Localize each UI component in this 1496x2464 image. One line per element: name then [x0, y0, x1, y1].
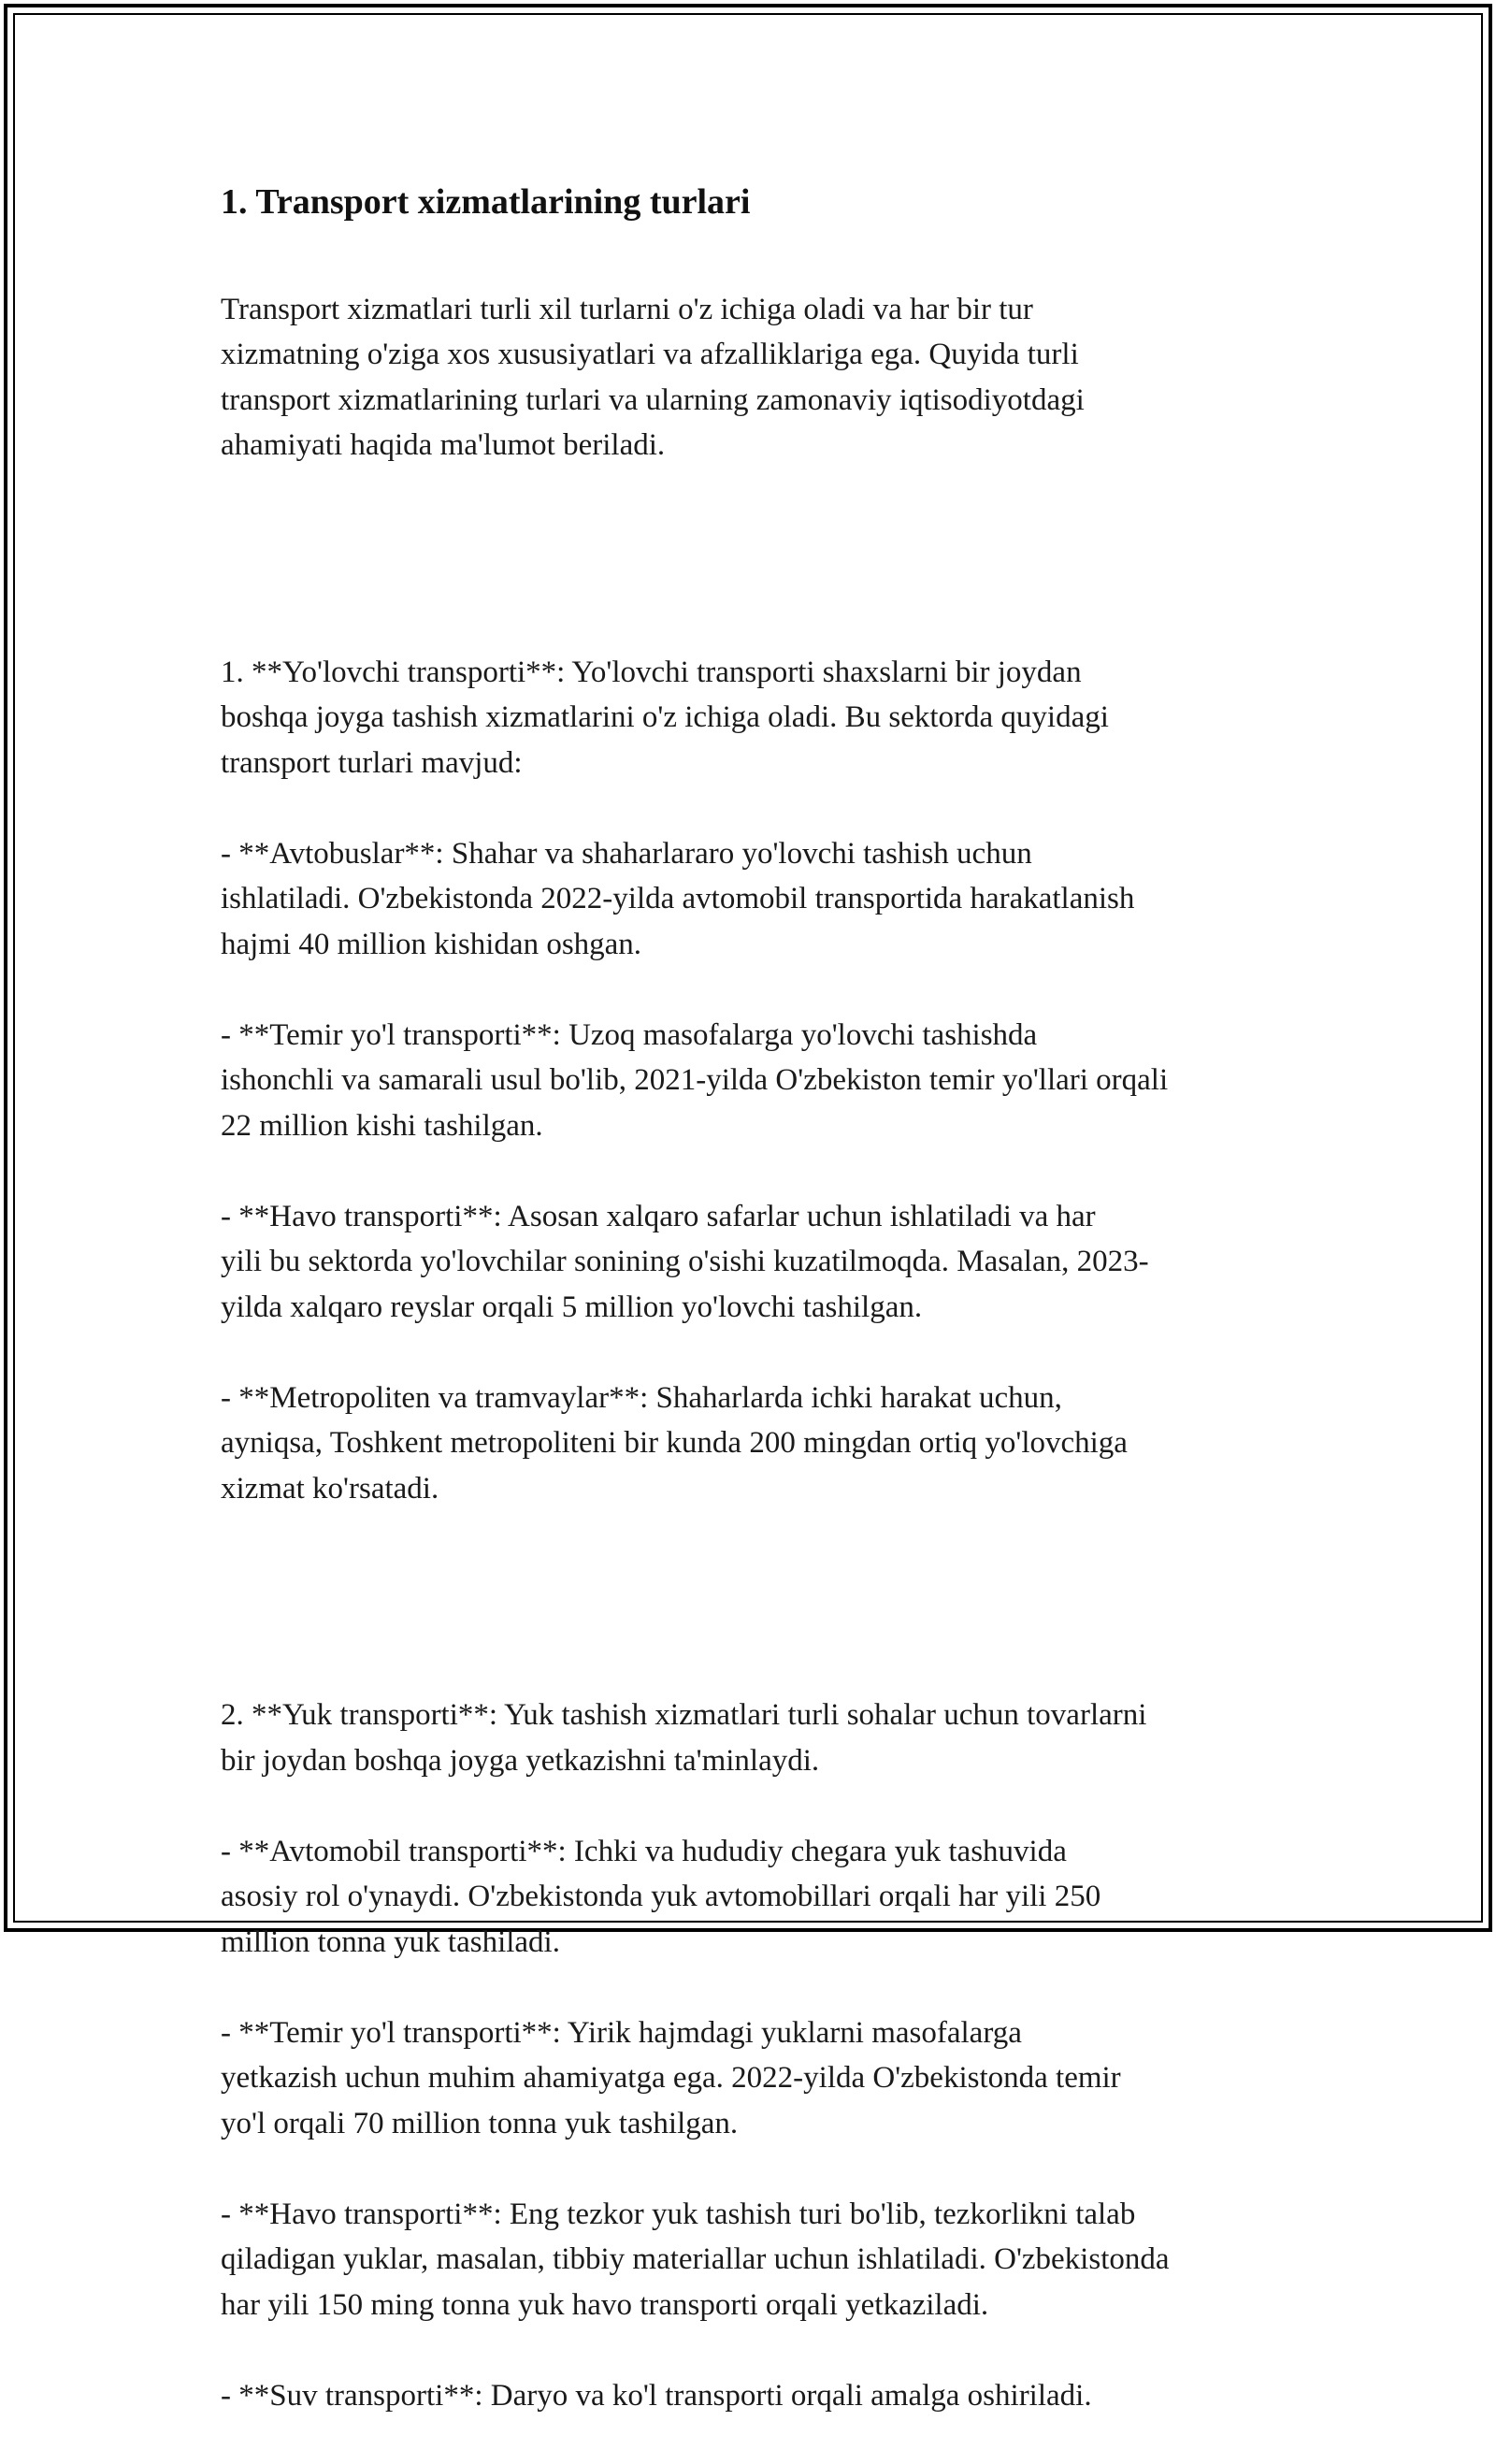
list-item-buses: - **Avtobuslar**: Shahar va shaharlararo yo'lovchi tashish uchun ishlatiladi. O'zbekistonda 2022-yilda avtomobil transportida harakatlanish hajmi 40 million kishidan oshgan.: [221, 836, 1135, 961]
list-item-road-freight: - **Avtomobil transporti**: Ichki va hududiy chegara yuk tashuvida asosiy rol o'ynaydi. O'zbekistonda yuk avtomobillari orqali har yili 250 million tonna yuk tashiladi.: [221, 1834, 1101, 1959]
list-item-rail-freight: - **Temir yo'l transporti**: Yirik hajmdagi yuklarni masofalarga yetkazish uchun muhim ahamiyatga ega. 2022-yilda O'zbekistonda temir yo'l orqali 70 million tonna yuk tashilgan.: [221, 2015, 1121, 2140]
section-freight-transport: 2. **Yuk transporti**: Yuk tashish xizmatlari turli sohalar uchun tovarlarni bir joydan boshqa joyga yetkazishni ta'minlaydi.: [221, 1698, 1147, 1778]
paragraph-gap: [221, 1557, 1287, 1603]
section-heading: 1. Transport xizmatlarining turlari: [221, 182, 751, 222]
paragraph-gap: [221, 513, 1287, 559]
document-body: [221, 241, 1287, 2464]
list-item-rail-passenger: - **Temir yo'l transporti**: Uzoq masofalarga yo'lovchi tashishda ishonchli va samarali usul bo'lib, 2021-yilda O'zbekiston temir yo'llari orqali 22 million kishi tashilgan.: [221, 1017, 1169, 1143]
section-passenger-transport: 1. **Yo'lovchi transporti**: Yo'lovchi transporti shaxslarni bir joydan boshqa joyga tashish xizmatlarini o'z ichiga oladi. Bu sektorda quyidagi transport turlari mavjud:: [221, 655, 1109, 780]
list-item-water-freight: - **Suv transporti**: Daryo va ko'l transporti orqali amalga oshiriladi.: [221, 2378, 1092, 2413]
list-item-metro-tram: - **Metropoliten va tramvaylar**: Shaharlarda ichki harakat uchun, ayniqsa, Toshkent metropoliteni bir kunda 200 mingdan ortiq yo'lovchiga xizmat ko'rsatadi.: [221, 1380, 1128, 1506]
list-item-air-freight: - **Havo transporti**: Eng tezkor yuk tashish turi bo'lib, tezkorlikni talab qiladigan yuklar, masalan, tibbiy materiallar uchun ishlatiladi. O'zbekistonda har yili 150 ming tonna yuk havo transporti orqali yetkaziladi.: [221, 2197, 1170, 2322]
document-page: [221, 174, 1287, 2464]
intro-paragraph: Transport xizmatlari turli xil turlarni o'z ichiga oladi va har bir tur xizmatning o'ziga xos xususiyatlari va afzalliklariga ega. Quyida turli transport xizmatlarining turlari va ularning zamonaviy iqtisodiyotdagi ahamiyati haqida ma'lumot beriladi.: [221, 292, 1085, 462]
list-item-air-passenger: - **Havo transporti**: Asosan xalqaro safarlar uchun ishlatiladi va har yili bu sektorda yo'lovchilar sonining o'sishi kuzatilmoqda. Masalan, 2023- yilda xalqaro reyslar orqali 5 million yo'lovchi tashilgan.: [221, 1199, 1149, 1324]
